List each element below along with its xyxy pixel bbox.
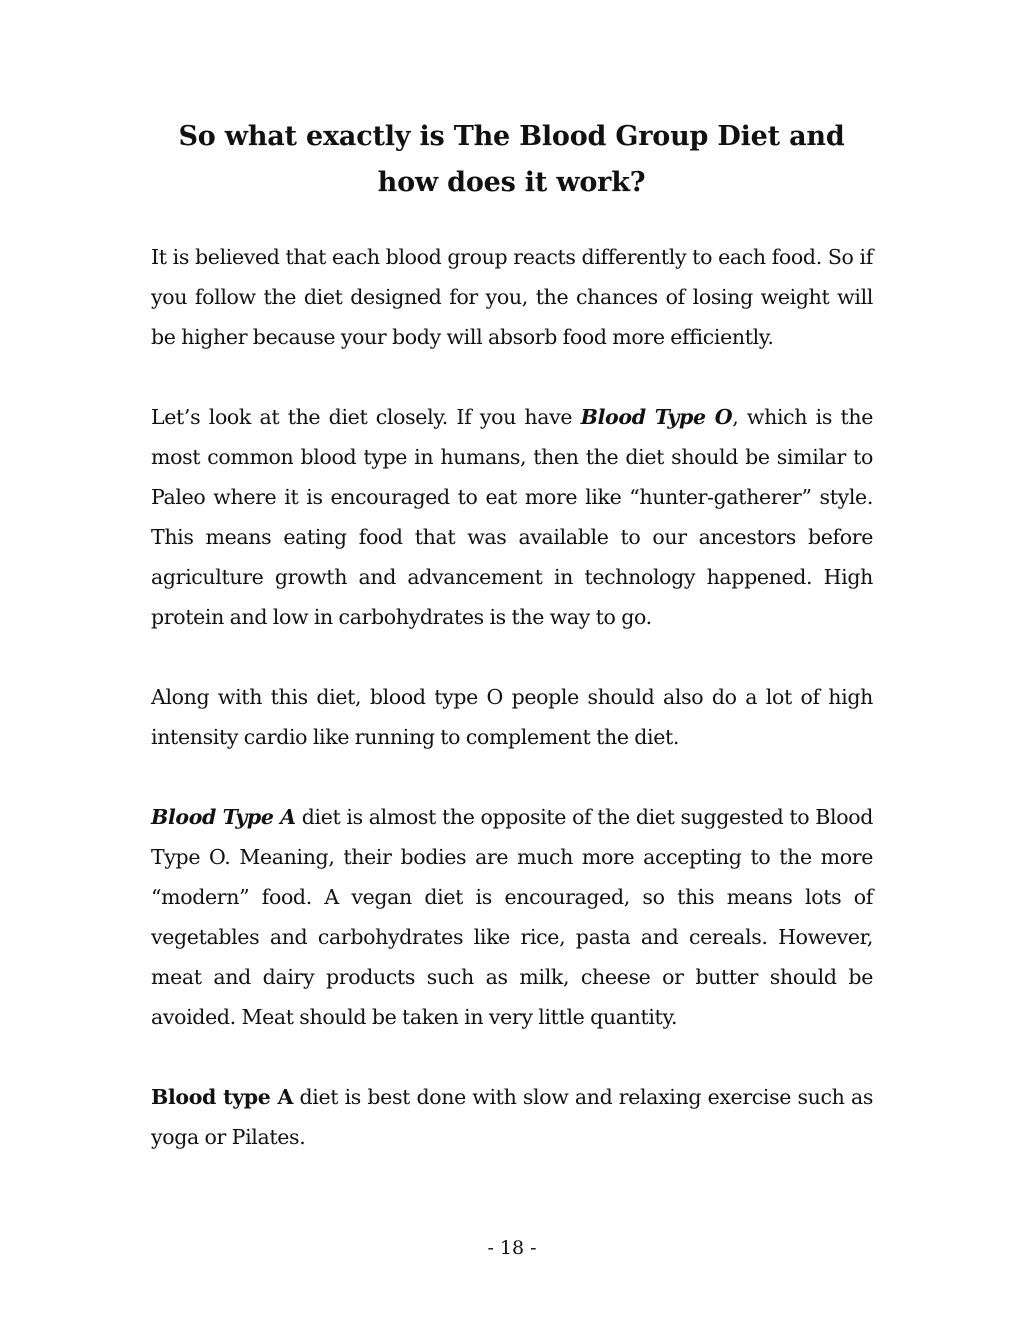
blood-type-a-exercise-emphasis: Blood type A bbox=[151, 1085, 294, 1109]
paragraph-intro-text: It is believed that each blood group reacts differently to each food. So if you follow the diet designed for you, the chances of losing weight will be higher because your body will absorb food more efficiently. bbox=[151, 245, 873, 349]
paragraph-exercise-a bbox=[151, 1077, 873, 1157]
paragraph-exercise-o bbox=[151, 677, 873, 757]
blood-type-o-emphasis: Blood Type O bbox=[580, 405, 733, 429]
paragraph-blood-type-a bbox=[151, 797, 873, 1037]
body-text bbox=[151, 237, 873, 1197]
paragraph-blood-type-o bbox=[151, 397, 873, 637]
paragraph-blood-type-a-rest: diet is almost the opposite of the diet suggested to Blood Type O. Meaning, their bodies are much more accepting to the more “modern” food. A vegan diet is encouraged, so this means lots of vegetables and carbohydrates like rice, pasta and cereals. However, meat and dairy products such as milk, cheese or butter should be avoided. Meat should be taken in very little quantity. bbox=[151, 805, 873, 1029]
page-title: So what exactly is The Blood Group Diet and how does it work? bbox=[178, 121, 845, 198]
paragraph-exercise-a-rest: diet is best done with slow and relaxing exercise such as yoga or Pilates. bbox=[151, 1085, 873, 1149]
paragraph-exercise-o-text: Along with this diet, blood type O people should also do a lot of high intensity cardio like running to complement the diet. bbox=[151, 685, 873, 749]
blood-type-a-emphasis: Blood Type A bbox=[151, 805, 296, 829]
page-number: - 18 - bbox=[487, 1237, 537, 1259]
paragraph-blood-type-o-rest: , which is the most common blood type in humans, then the diet should be similar to Paleo where it is encouraged to eat more like “hunter-gatherer” style. This means eating food that was available to our ancestors before agriculture growth and advancement in technology happened. High protein and low in carbohydrates is the way to go. bbox=[151, 405, 873, 629]
paragraph-intro bbox=[151, 237, 873, 357]
paragraph-blood-type-o-lead: Let’s look at the diet closely. If you have bbox=[151, 405, 581, 429]
